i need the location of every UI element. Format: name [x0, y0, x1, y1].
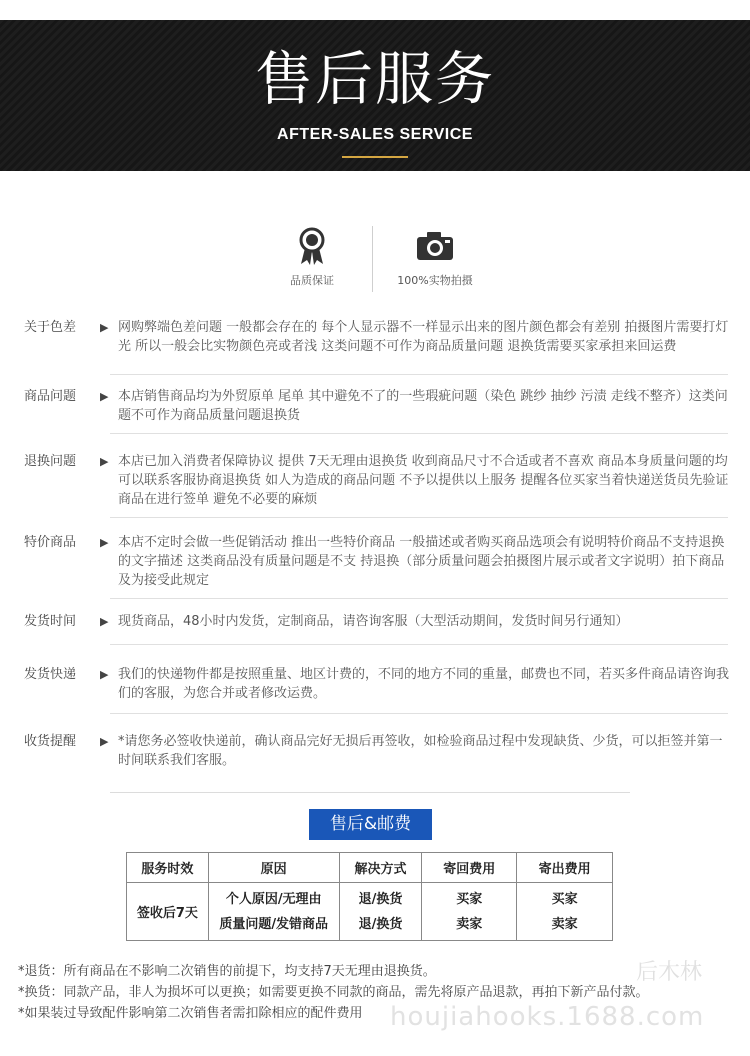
arrow-icon: ▶ [100, 615, 109, 628]
table-header-row [127, 853, 613, 883]
table-header: 寄出费用 [517, 853, 613, 883]
table-row [127, 883, 613, 941]
badge-strip [0, 226, 750, 296]
reason-cell [208, 883, 339, 941]
reason-text: 质量问题/发错商品 [219, 916, 329, 932]
policy-text: 本店已加入消费者保障协议 提供 7天无理由退换货 收到商品尺寸不合适或者不喜欢 商品本身质量问题的均可以联系客服协商退换货 如人为造成的商品问题 不予以提供以上服务 提醒各位买家当着快递送货员先验证商品在进行签单 避免不必要的麻烦 [118, 454, 729, 507]
arrow-icon: ▶ [100, 668, 109, 681]
policy-label: 关于色差 [24, 320, 77, 335]
return-fee-text: 卖家 [456, 916, 483, 932]
return-fee-cell [422, 883, 517, 941]
policy-label: 商品问题 [24, 389, 77, 404]
solution-cell [339, 883, 422, 941]
send-fee-text: 卖家 [551, 916, 578, 932]
table-header: 寄回费用 [422, 853, 517, 883]
page-title: 售后服务 [254, 45, 495, 113]
watermark-brand: 后木林 [636, 960, 703, 985]
send-fee-text: 买家 [551, 891, 578, 907]
policy-text: 本店不定时会做一些促销活动 推出一些特价商品 一般描述或者购买商品选项会有说明特价商品不支持退换的文字描述 这类商品没有质量问题是不支 持退换（部分质量问题会拍摄图片展示或者文字说明）拍下商品及为接受此规定 [118, 535, 725, 588]
medal-icon [297, 226, 327, 266]
badge-quality [252, 226, 372, 288]
footnote: *换货：同款产品，非人为损坏可以更换；如需要更换不同款的商品，需先将原产品退款，再拍下新产品付款。 [18, 985, 649, 1000]
policy-text: 本店销售商品均为外贸原单 尾单 其中避免不了的一些瑕疵问题（染色 跳纱 抽纱 污渍 走线不整齐）这类问题不可作为商品质量问题退换货 [118, 389, 728, 423]
return-fee-text: 买家 [456, 891, 483, 907]
policy-label: 退换问题 [24, 454, 77, 469]
policy-text: 现货商品，48小时内发货，定制商品，请咨询客服（大型活动期间，发货时间另行通知） [118, 614, 629, 629]
page-subtitle: AFTER-SALES SERVICE [277, 126, 473, 143]
table-header: 解决方式 [339, 853, 422, 883]
footnote: *如果装过导致配件影响第二次销售者需扣除相应的配件费用 [18, 1006, 363, 1021]
arrow-icon: ▶ [100, 455, 109, 468]
solution-text: 退/换货 [358, 891, 403, 907]
footnote: *退货：所有商品在不影响二次销售的前提下，均支持7天无理由退换货。 [18, 964, 436, 979]
policy-text: *请您务必签收快递前，确认商品完好无损后再签收，如检验商品过程中发现缺货、少货，可以拒签并第一时间联系我们客服。 [118, 734, 723, 768]
divider [110, 598, 728, 599]
policy-label: 特价商品 [24, 535, 77, 550]
watermark-site: houjiahooks.1688.com [390, 1002, 705, 1032]
table-header: 原因 [208, 853, 339, 883]
policy-text: 网购弊端色差问题 一般都会存在的 每个人显示器不一样显示出来的图片颜色都会有差别 拍摄图片需要打灯光 所以一般会比实物颜色亮或者浅 这类问题不可作为商品质量问题 退换货需要买家承担来回运费 [118, 320, 729, 354]
divider [110, 792, 630, 793]
divider [110, 374, 728, 375]
send-fee-cell [517, 883, 613, 941]
fee-section-title: 售后&邮费 [309, 809, 432, 840]
badge-photo-label: 100%实物拍摄 [397, 274, 473, 287]
arrow-icon: ▶ [100, 390, 109, 403]
divider [110, 433, 728, 434]
table-header: 服务时效 [127, 853, 209, 883]
policy-label: 发货快递 [24, 667, 77, 682]
policy-label: 收货提醒 [24, 734, 77, 749]
arrow-icon: ▶ [100, 536, 109, 549]
badge-quality-label: 品质保证 [290, 274, 334, 287]
divider [110, 713, 728, 714]
divider [110, 517, 728, 518]
accent-underline [342, 156, 408, 158]
arrow-icon: ▶ [100, 321, 109, 334]
badge-photo [375, 226, 495, 288]
policy-text: 我们的快递物件都是按照重量、地区计费的，不同的地方不同的重量，邮费也不同，若买多件商品请咨询我们的客服，为您合并或者修改运费。 [118, 667, 730, 701]
header-banner [0, 20, 750, 171]
badge-divider [372, 226, 373, 292]
divider [110, 644, 728, 645]
camera-icon [415, 230, 455, 262]
arrow-icon: ▶ [100, 735, 109, 748]
policy-label: 发货时间 [24, 614, 77, 629]
fee-table [126, 852, 613, 941]
reason-text: 个人原因/无理由 [225, 891, 322, 907]
period-cell: 签收后7天 [127, 883, 209, 941]
solution-text: 退/换货 [358, 916, 403, 932]
